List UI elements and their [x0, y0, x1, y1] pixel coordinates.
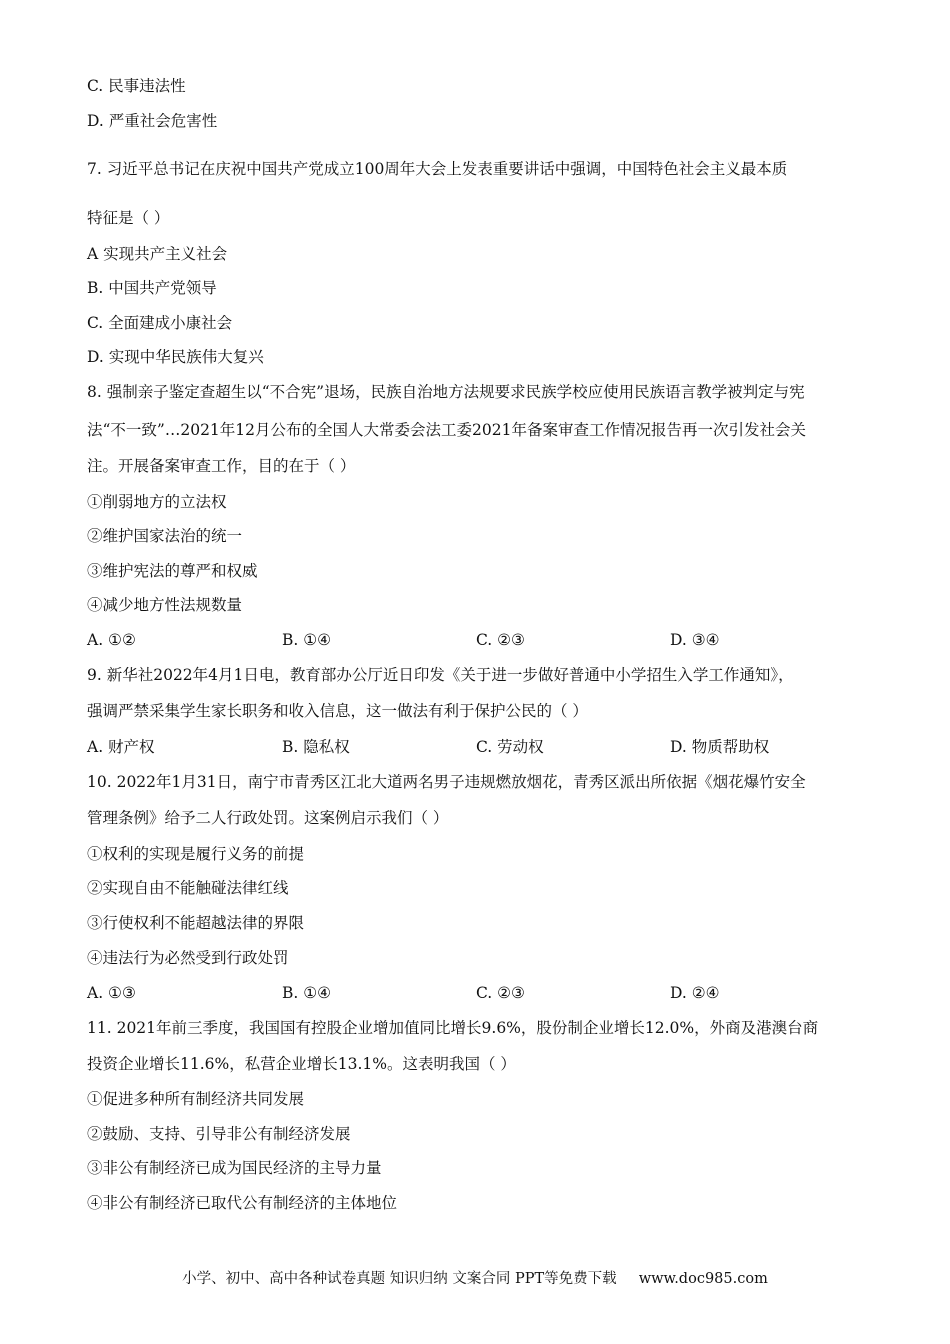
question-9-option-c: C. 劳动权: [476, 738, 544, 756]
question-10-statement-4: ④违法行为必然受到行政处罚: [87, 949, 289, 967]
footer-url: www.doc985.com: [638, 1271, 768, 1287]
question-10-stem: 10. 2022年1月31日，南宁市青秀区江北大道两名男子违规燃放烟花，青秀区派出所依据《烟花爆竹安全: [87, 773, 806, 791]
question-8-statement-3: ③维护宪法的尊严和权威: [87, 562, 258, 580]
question-11-statement-1: ①促进多种所有制经济共同发展: [87, 1090, 305, 1108]
question-10-option-b: B. ①④: [282, 984, 332, 1002]
question-11-stem-cont: 投资企业增长11.6%，私营企业增长13.1%。这表明我国（ ）: [87, 1055, 516, 1073]
question-11-statement-3: ③非公有制经济已成为国民经济的主导力量: [87, 1159, 382, 1177]
question-11-statement-2: ②鼓励、支持、引导非公有制经济发展: [87, 1125, 351, 1143]
question-8-option-c: C. ②③: [476, 631, 525, 649]
question-10-stem-cont: 管理条例》给予二人行政处罚。这案例启示我们（ ）: [87, 809, 449, 827]
question-8-statement-4: ④减少地方性法规数量: [87, 596, 243, 614]
question-7-stem-cont: 特征是（ ）: [87, 209, 170, 227]
question-10-option-a: A. ①③: [87, 984, 136, 1002]
question-11-stem: 11. 2021年前三季度，我国国有控股企业增加值同比增长9.6%，股份制企业增长12.0%，外商及港澳台商: [87, 1019, 819, 1037]
question-8-stem-cont: 法“不一致”…2021年12月公布的全国人大常委会法工委2021年备案审查工作情况报告再一次引发社会关: [87, 421, 806, 439]
question-8-option-a: A. ①②: [87, 631, 136, 649]
page-footer: [0, 1269, 950, 1289]
question-8-statement-1: ①削弱地方的立法权: [87, 493, 227, 511]
question-9-option-a: A. 财产权: [87, 738, 155, 756]
question-7-option-b: B. 中国共产党领导: [87, 279, 217, 297]
question-7-option-a: A 实现共产主义社会: [87, 245, 228, 263]
question-8-option-b: B. ①④: [282, 631, 332, 649]
question-8-stem: 8. 强制亲子鉴定查超生以“不合宪”退场，民族自治地方法规要求民族学校应使用民族语言教学被判定与宪: [87, 383, 805, 401]
question-7-option-d: D. 实现中华民族伟大复兴: [87, 348, 264, 366]
question-10-statement-1: ①权利的实现是履行义务的前提: [87, 845, 305, 863]
question-7-stem: 7. 习近平总书记在庆祝中国共产党成立100周年大会上发表重要讲话中强调，中国特色社会主义最本质: [87, 160, 788, 178]
question-8-option-d: D. ③④: [670, 631, 720, 649]
question-8-stem-cont: 注。开展备案审查工作，目的在于（ ）: [87, 457, 356, 475]
question-10-statement-3: ③行使权利不能超越法律的界限: [87, 914, 305, 932]
option-line: D. 严重社会危害性: [87, 112, 218, 130]
question-9-option-d: D. 物质帮助权: [670, 738, 770, 756]
option-line: C. 民事违法性: [87, 77, 186, 95]
question-8-statement-2: ②维护国家法治的统一: [87, 527, 243, 545]
question-10-option-c: C. ②③: [476, 984, 525, 1002]
question-7-option-c: C. 全面建成小康社会: [87, 314, 233, 332]
question-10-option-d: D. ②④: [670, 984, 720, 1002]
question-11-statement-4: ④非公有制经济已取代公有制经济的主体地位: [87, 1194, 398, 1212]
question-9-option-b: B. 隐私权: [282, 738, 350, 756]
question-10-statement-2: ②实现自由不能触碰法律红线: [87, 879, 289, 897]
question-9-stem-cont: 强调严禁采集学生家长职务和收入信息，这一做法有利于保护公民的（ ）: [87, 702, 588, 720]
question-9-stem: 9. 新华社2022年4月1日电，教育部办公厅近日印发《关于进一步做好普通中小学招生入学工作通知》，: [87, 666, 794, 684]
footer-text: 小学、初中、高中各种试卷真题 知识归纳 文案合同 PPT等免费下载: [182, 1271, 617, 1287]
